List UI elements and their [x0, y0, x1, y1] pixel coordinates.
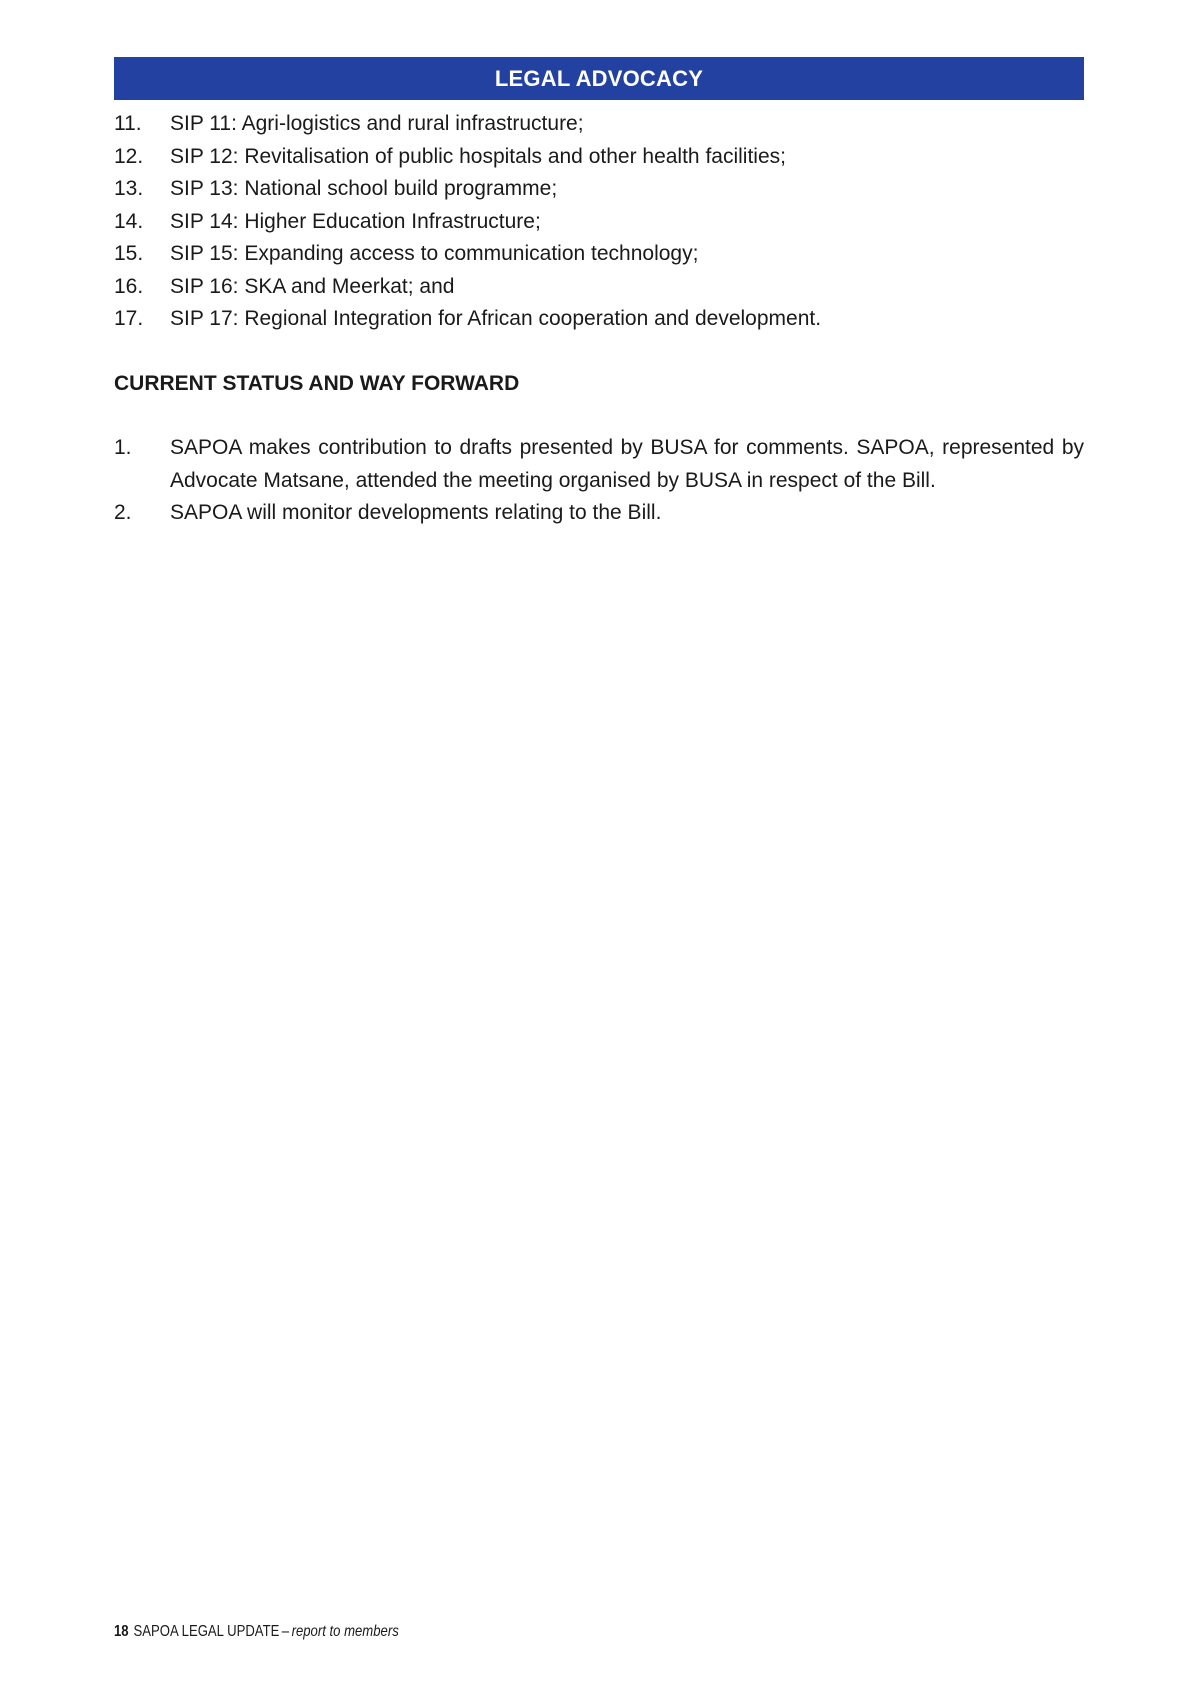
- list-item-number: 11.: [114, 112, 142, 135]
- publication-subtitle: report to members: [291, 1623, 399, 1640]
- list-item-text: SIP 15: Expanding access to communication technology;: [170, 242, 699, 265]
- section-heading: CURRENT STATUS AND WAY FORWARD: [114, 372, 520, 395]
- list-item-text: SIP 17: Regional Integration for African cooperation and development.: [170, 307, 822, 330]
- list-item: [114, 108, 1084, 141]
- section-banner: [114, 57, 1084, 100]
- list-item-text: SIP 11: Agri-logistics and rural infrastructure;: [170, 112, 584, 135]
- list-item-text: SAPOA will monitor developments relating to the Bill.: [170, 501, 662, 524]
- list-item-number: 2.: [114, 501, 132, 524]
- footer-dash: –: [281, 1623, 290, 1640]
- sip-list: [114, 108, 1084, 336]
- status-list: [114, 432, 1084, 530]
- list-item: [114, 271, 1084, 304]
- list-item: [114, 206, 1084, 239]
- list-item-number: 13.: [114, 177, 144, 200]
- list-item: [114, 173, 1084, 206]
- list-item-number: 1.: [114, 436, 132, 459]
- list-item-number: 15.: [114, 242, 144, 265]
- page-number: 18: [114, 1623, 129, 1640]
- list-item-text: SAPOA makes contribution to drafts presented by BUSA for comments. SAPOA, represented by Advocate Matsane, attended the meeting organised by BUSA in respect of the Bill.: [170, 436, 1084, 492]
- list-item: [114, 238, 1084, 271]
- list-item: [114, 497, 1084, 530]
- list-item-text: SIP 16: SKA and Meerkat; and: [170, 274, 455, 298]
- list-item: [114, 141, 1084, 174]
- list-item-text: SIP 12: Revitalisation of public hospitals and other health facilities;: [170, 144, 786, 168]
- list-item: [114, 432, 1084, 497]
- banner-title: LEGAL ADVOCACY: [494, 65, 704, 91]
- publication-title: SAPOA LEGAL UPDATE: [133, 1623, 280, 1640]
- page-footer: [114, 1622, 399, 1642]
- list-item-number: 17.: [114, 307, 144, 330]
- list-item-number: 16.: [114, 274, 144, 298]
- list-item-text: SIP 13: National school build programme;: [170, 177, 558, 200]
- list-item-number: 14.: [114, 209, 144, 233]
- list-item-text: SIP 14: Higher Education Infrastructure;: [170, 209, 541, 233]
- list-item: [114, 303, 1084, 336]
- list-item-number: 12.: [114, 144, 144, 168]
